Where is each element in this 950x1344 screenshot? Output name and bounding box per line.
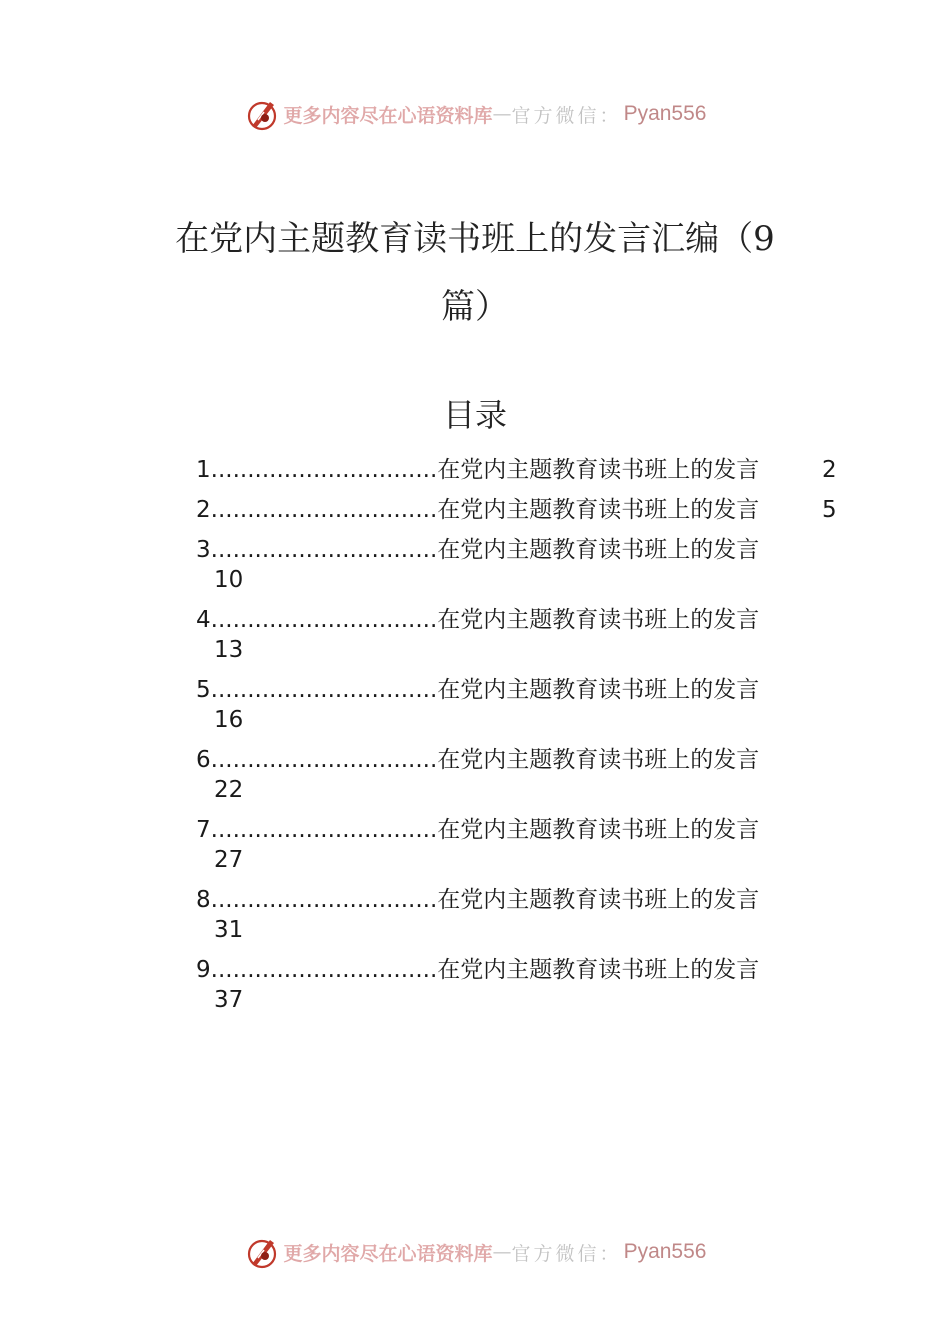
toc-entry[interactable] <box>196 535 856 605</box>
watermark-separator: — <box>492 1241 512 1263</box>
toc-entry-page: 31 <box>214 917 244 943</box>
toc-entry[interactable] <box>196 745 856 815</box>
toc-entry-title: 在党内主题教育读书班上的发言 <box>437 747 760 773</box>
toc-entry-number: 1 <box>196 457 211 483</box>
toc-entry-line <box>196 815 856 845</box>
toc-entry-title: 在党内主题教育读书班上的发言 <box>437 537 760 563</box>
toc-entry-page: 37 <box>214 987 244 1013</box>
toc-entry-line <box>196 675 856 705</box>
toc-entry-line <box>196 745 856 775</box>
watermark-official-label: 官方微信： <box>511 1242 622 1265</box>
document-title-line-1: 在党内主题教育读书班上的发言汇编（9 <box>175 219 775 259</box>
toc-leader-dots: ............................... <box>210 747 438 773</box>
toc-leader-dots: ............................... <box>210 677 438 703</box>
quill-pen-logo-icon <box>244 1234 280 1270</box>
toc-entry-number: 8 <box>196 887 211 913</box>
header-watermark <box>0 94 950 134</box>
toc-entry-page: 10 <box>214 567 244 593</box>
toc-entry[interactable] <box>196 955 856 1025</box>
toc-entry-title: 在党内主题教育读书班上的发言 <box>437 887 760 913</box>
toc-heading: 目录 <box>442 396 507 434</box>
toc-leader-dots: ............................... <box>210 887 438 913</box>
toc-entry-page: 16 <box>214 707 244 733</box>
toc-leader-dots: ............................... <box>210 607 438 633</box>
document-title-line-2: 篇） <box>441 287 509 327</box>
toc-entry-line <box>196 955 856 985</box>
footer-watermark <box>0 1232 950 1272</box>
toc-entry-number: 3 <box>196 537 211 563</box>
toc-entry[interactable] <box>196 455 856 495</box>
toc-entry-number: 4 <box>196 607 211 633</box>
toc-entry-page: 27 <box>214 847 244 873</box>
watermark-text: 更多内容尽在心语资料库 <box>283 104 493 127</box>
document-title <box>150 205 800 341</box>
toc-entry-line <box>196 605 856 635</box>
toc-entry-line <box>196 457 759 483</box>
watermark-official-label: 官方微信： <box>511 104 622 127</box>
toc-entry-line <box>196 497 759 523</box>
toc-entry-title: 在党内主题教育读书班上的发言 <box>437 677 760 703</box>
toc-leader-dots: ............................... <box>210 457 438 483</box>
toc-entry-number: 5 <box>196 677 211 703</box>
toc-entry-number: 6 <box>196 747 211 773</box>
toc-entry-page: 5 <box>822 497 837 523</box>
watermark-wechat-id: Pyan556 <box>623 102 707 125</box>
toc-leader-dots: ............................... <box>210 497 438 523</box>
quill-pen-logo-icon <box>244 96 280 132</box>
toc-entry-number: 9 <box>196 957 211 983</box>
toc-entry[interactable] <box>196 605 856 675</box>
watermark-wechat-id: Pyan556 <box>623 1240 707 1263</box>
toc-entry-title: 在党内主题教育读书班上的发言 <box>437 957 760 983</box>
toc-leader-dots: ............................... <box>210 537 438 563</box>
toc-entry-line <box>196 535 856 565</box>
toc-leader-dots: ............................... <box>210 817 438 843</box>
toc-entry-title: 在党内主题教育读书班上的发言 <box>437 817 760 843</box>
toc-entry-title: 在党内主题教育读书班上的发言 <box>437 607 760 633</box>
toc-entry-page: 22 <box>214 777 244 803</box>
table-of-contents <box>196 455 856 1025</box>
toc-entry-line <box>196 885 856 915</box>
toc-entry-page: 2 <box>822 457 837 483</box>
toc-entry[interactable] <box>196 885 856 955</box>
toc-leader-dots: ............................... <box>210 957 438 983</box>
watermark-separator: — <box>492 103 512 125</box>
toc-entry[interactable] <box>196 815 856 885</box>
toc-entry-page: 13 <box>214 637 244 663</box>
toc-entry-title: 在党内主题教育读书班上的发言 <box>437 457 760 483</box>
toc-entry-number: 2 <box>196 497 211 523</box>
watermark-text: 更多内容尽在心语资料库 <box>283 1242 493 1265</box>
toc-entry[interactable] <box>196 675 856 745</box>
toc-entry-title: 在党内主题教育读书班上的发言 <box>437 497 760 523</box>
toc-entry-number: 7 <box>196 817 211 843</box>
toc-entry[interactable] <box>196 495 856 535</box>
